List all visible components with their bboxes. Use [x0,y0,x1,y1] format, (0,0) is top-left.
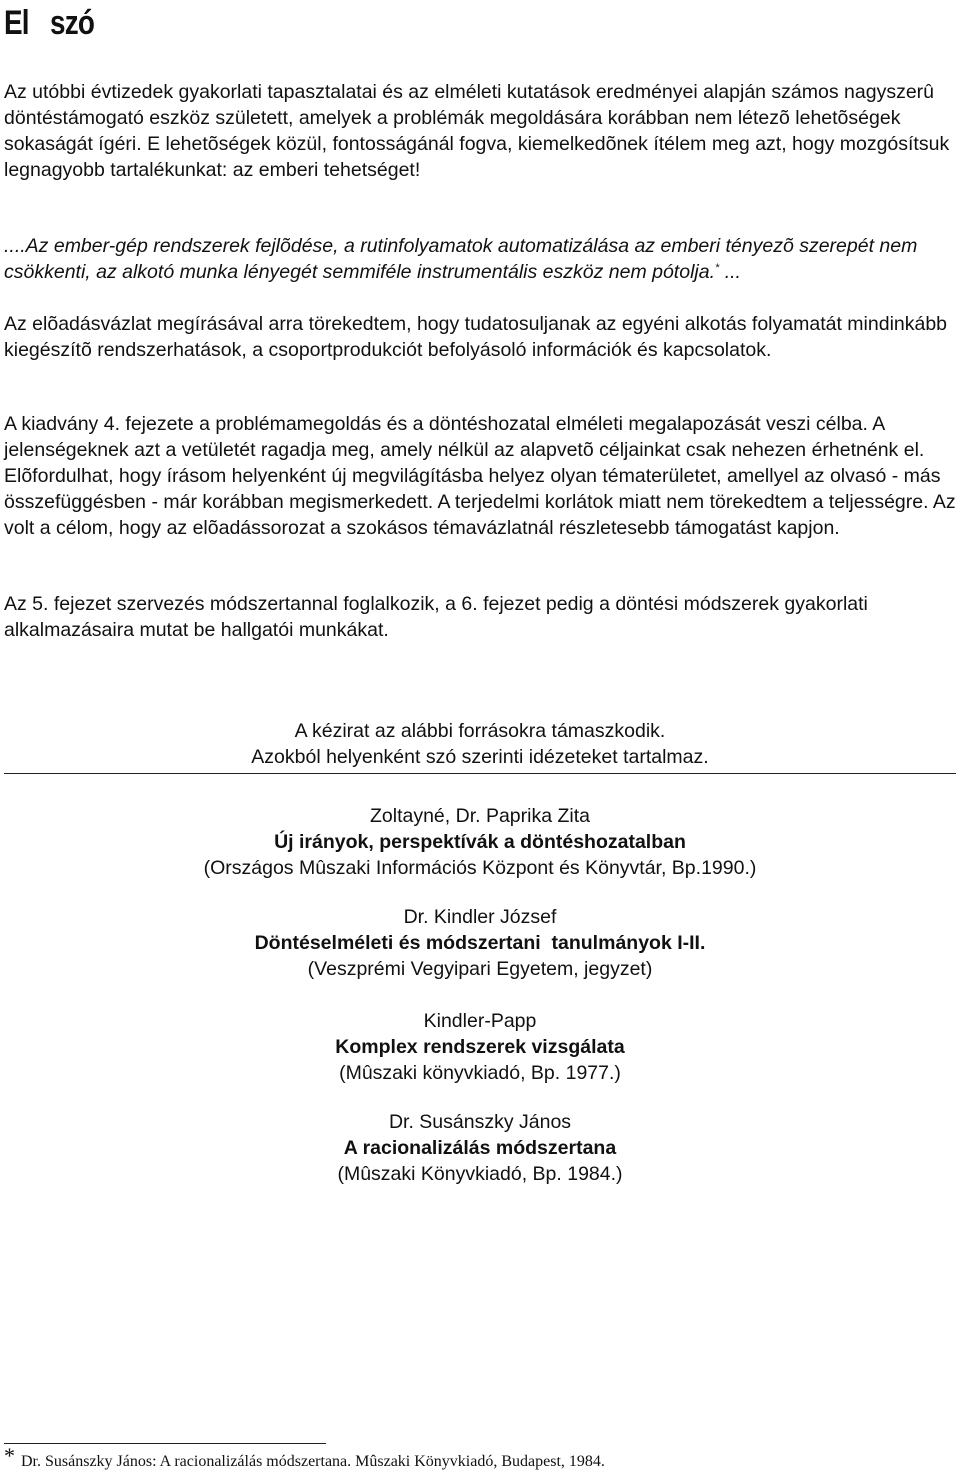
reference-item [0,1109,960,1187]
footnote-divider [4,1443,326,1444]
quote-text: ....Az ember-gép rendszerek fejlõdése, a rutinfolyamatok automatizálása az emberi tényezõ szerepét nem csökkenti, az alkotó munka lényegét semmiféle instrumentális eszköz nem pótolja. [4,235,918,283]
purpose-paragraph: Az elõadásvázlat megírásával arra törekedtem, hogy tudatosuljanak az egyéni alkotás folyamatát mindinkább kiegészítõ rendszerhatások, a csoportprodukciót befolyásoló információk és kapcsolatok. [4,313,948,361]
sources-intro-line-2: Azokból helyenként szó szerinti idézeteket tartalmaz. [251,746,709,768]
reference-publisher: (Veszprémi Vegyipari Egyetem, jegyzet) [307,958,653,980]
reference-item [0,904,960,982]
page-title-word-1: El [4,4,29,42]
chapter-5-6-paragraph: Az 5. fejezet szervezés módszertannal foglalkozik, a 6. fejezet pedig a döntési módszerek gyakorlati alkalmazásaira mutat be hallgatói munkákat. [4,593,868,641]
reference-author: Dr. Kindler József [403,906,557,928]
chapter-4-paragraph: A kiadvány 4. fejezete a problémamegoldás és a döntéshozatal elméleti megalapozását veszi célba. A jelenségeknek azt a vetületét ragadja meg, amely nélkül az alapvetõ céljainkat csak nehezen érhetnénk el. Elõfordulhat, hogy írásom helyenként új megvilágításba helyez olyan tématerületet, amellyel az olvasó - más összefüggésben - már korábban megismerkedett. A terjedelmi korlátok miatt nem törekedtem a teljességre. Az volt a célom, hogy az elõadássorozat a szokásos témavázlatnál részletesebb támogatást kapjon. [4,413,956,539]
reference-title: A racionalizálás módszertana [343,1137,617,1159]
footnote-reference[interactable]: * [715,262,720,274]
reference-author: Zoltayné, Dr. Paprika Zita [369,805,590,827]
reference-item [0,803,960,881]
reference-author: Dr. Susánszky János [388,1111,572,1133]
page-title [4,0,94,46]
divider-line [4,773,956,774]
reference-publisher: (Mûszaki Könyvkiadó, Bp. 1984.) [337,1163,623,1185]
reference-publisher: (Országos Mûszaki Információs Központ és Könyvtár, Bp.1990.) [203,857,757,879]
intro-paragraph: Az utóbbi évtizedek gyakorlati tapasztalatai és az elméleti kutatások eredményei alapján számos nagyszerû döntéstámogató eszköz született, amelyek a problémák megoldására korábban nem létezõ lehetõségek sokaságát ígéri. E lehetõségek közül, fontosságánál fogva, kiemelkedõnek ítélem meg azt, hogy mozgósítsuk legnagyobb tartalékunkat: az emberi tehetséget! [4,81,950,181]
footnote-text: Dr. Susánszky János: A racionalizálás módszertana. Mûszaki Könyvkiadó, Budapest, 1984. [21,1453,605,1470]
footnote [4,1443,956,1472]
reference-publisher: (Mûszaki könyvkiadó, Bp. 1977.) [339,1062,621,1084]
quote-tail: ... [724,261,741,283]
page-title-word-2: szó [50,4,95,42]
reference-title: Komplex rendszerek vizsgálata [335,1036,625,1058]
footnote-mark: * [4,1443,15,1468]
sources-intro-line-1: A kézirat az alábbi forrásokra támaszkodik. [294,720,666,742]
reference-author: Kindler-Papp [423,1010,537,1032]
reference-title: Döntéselméleti és módszertani tanulmányok I-II. [254,932,706,954]
sources-intro [0,718,960,770]
reference-item [0,1008,960,1086]
reference-title: Új irányok, perspektívák a döntéshozatalban [274,831,686,853]
quote-paragraph [4,233,956,285]
